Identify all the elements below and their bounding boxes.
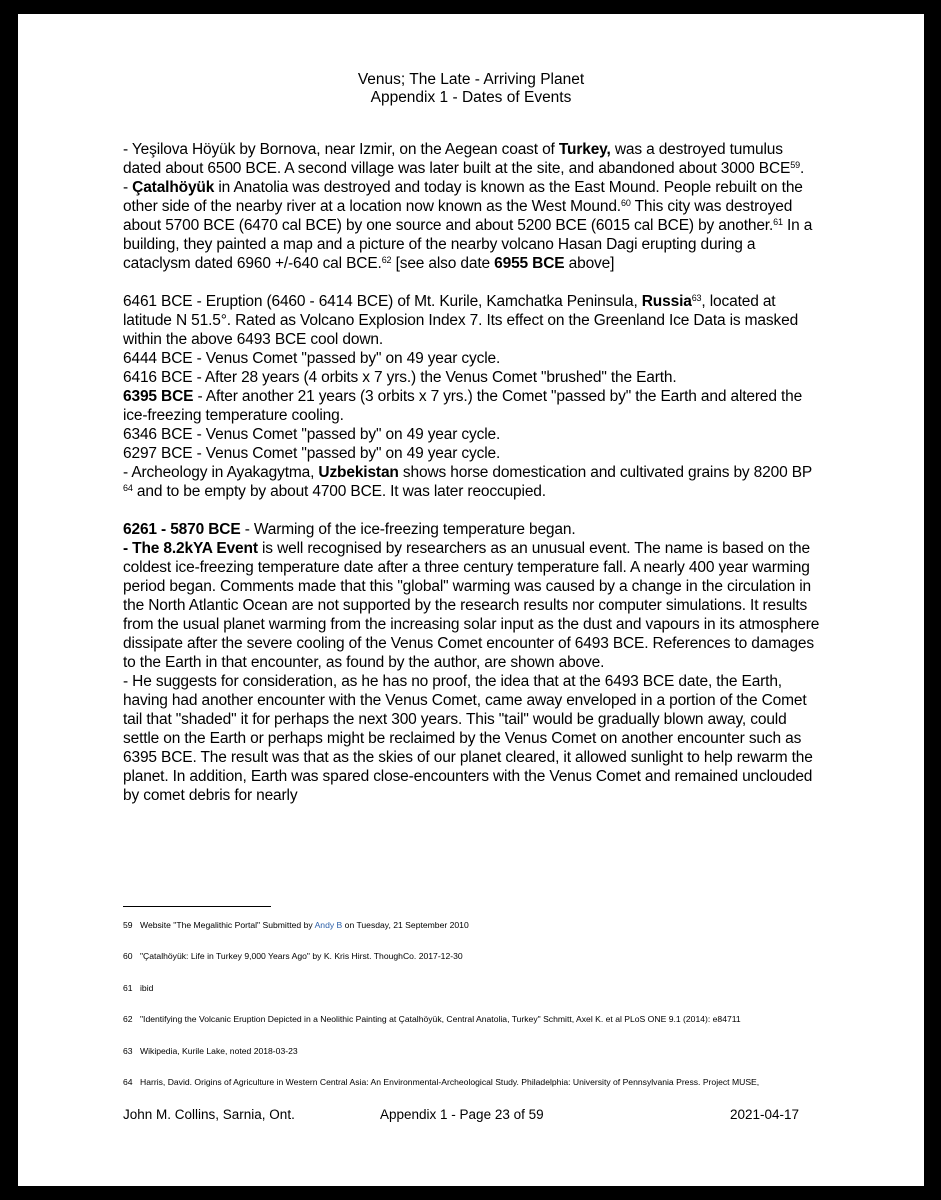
footnote-ref: 64: [123, 483, 133, 493]
footnote-ref: 60: [620, 198, 631, 208]
footer-date: 2021-04-17: [730, 1107, 800, 1122]
document-subtitle: Appendix 1 - Dates of Events: [370, 89, 572, 106]
footnote-divider: [123, 906, 271, 907]
document-page: [18, 14, 924, 1186]
paragraph: - He suggests for consideration, as he has no proof, the idea that at the 6493 BCE date, the Earth, having had another encounter with the Venus Comet, came away enveloped in a portion of the Comet tail that "shaded" it for perhaps the next 300 years. This "tail" would be gradually blown away, could settle on the Earth or perhaps might be reclaimed by the Venus Comet on another encounter such as 6395 BCE. The result was that as the skies of our planet cleared, it allowed sunlight to help rewarm the planet. In addition, Earth was spared close-encounters with the Venus Comet and remained unclouded by comet debris for nearly: [123, 673, 813, 804]
page-header: [18, 71, 924, 107]
paragraph: 6461 BCE - Eruption (6460 - 6414 BCE) of Mt. Kurile, Kamchatka Peninsula, Russia$^{63}$, located at latitude N 51.5°. Rated as Volcano Explosion Index 7. Its effect on the Greenland Ice Data is masked within the above 6493 BCE cool down.: [123, 293, 799, 348]
body-text: [123, 140, 823, 805]
event-line: 6297 BCE - Venus Comet "passed by" on 49 year cycle.: [123, 445, 501, 462]
footnote-62: 62 "Identifying the Volcanic Eruption Depicted in a Neolithic Painting at Çatalhöyük, Central Anatolia, Turkey" Schmitt, Axel K. et al PLoS ONE 9.1 (2014): e84711: [123, 1014, 741, 1024]
footnote-60: 60 "Çatalhöyük: Life in Turkey 9,000 Years Ago" by K. Kris Hirst. ThoughCo. 2017-12-30: [123, 951, 463, 961]
footnote-59: 59 Website "The Megalithic Portal" Submitted by Andy B on Tuesday, 21 September 2010: [123, 920, 469, 930]
footnote-63: 63 Wikipedia, Kurile Lake, noted 2018-03-23: [123, 1046, 298, 1056]
paragraph: - Çatalhöyük in Anatolia was destroyed and today is known as the East Mound. People rebuilt on the other side of the nearby river at a location now known as the West Mound.$^{60}$ This city was destroyed about 5700 BCE (6470 cal BCE) by one source and about 5200 BCE (6015 cal BCE) by another.$^{61}$ In a building, they painted a map and a picture of the nearby volcano Hasan Dagi erupting during a cataclysm dated 6960 +/-640 cal BCE.$^{62}$ [see also date 6955 BCE above]: [123, 179, 813, 272]
paragraph: - Archeology in Ayakagytma, Uzbekistan shows horse domestication and cultivated grains by 8200 BP $^{64}$ and to be empty by about 4700 BCE. It was later reoccupied.: [123, 464, 812, 500]
footnote-64: 64 Harris, David. Origins of Agriculture in Western Central Asia: An Environmental-Archeological Study. Philadelphia: University of Pennsylvania Press. Project MUSE,: [123, 1077, 760, 1087]
footnote-61: 61 ibid: [123, 983, 154, 993]
paragraph-gap: [123, 273, 823, 292]
event-line: 6416 BCE - After 28 years (4 orbits x 7 yrs.) the Venus Comet "brushed" the Earth.: [123, 369, 677, 386]
footnote-ref: 62: [381, 255, 392, 265]
event-line: 6444 BCE - Venus Comet "passed by" on 49 year cycle.: [123, 350, 501, 367]
paragraph-gap: [123, 501, 823, 520]
footer-page-number: Appendix 1 - Page 23 of 59: [380, 1107, 544, 1122]
paragraph: - The 8.2kYA Event is well recognised by researchers as an unusual event. The name is based on the coldest ice-freezing temperature date after a three century temperature fall. A nearly 400 year warming period began. Comments made that this "global" warming was caused by a change in the circulation in the North Atlantic Ocean are not supported by the research results nor computer simulations. It results from the usual planet warming from the increasing solar input as the dust and vapours in its atmosphere dissipate after the severe cooling of the Venus Comet encounter of 6493 BCE. References to damages to the Earth in that encounter, as found by the author, are shown above.: [123, 540, 820, 671]
footnote-ref: 61: [773, 217, 783, 227]
event-line: 6346 BCE - Venus Comet "passed by" on 49 year cycle.: [123, 426, 501, 443]
event-line: 6395 BCE - After another 21 years (3 orbits x 7 yrs.) the Comet "passed by" the Earth and altered the ice-freezing temperature cooling.: [123, 388, 803, 424]
footnote-ref: 59: [790, 160, 800, 170]
event-line: 6261 - 5870 BCE - Warming of the ice-freezing temperature began.: [123, 521, 576, 538]
footnote-author-link[interactable]: Andy B: [314, 920, 343, 930]
footnote-ref: 63: [691, 293, 702, 303]
footer-author: John M. Collins, Sarnia, Ont.: [123, 1107, 295, 1122]
document-title: Venus; The Late - Arriving Planet: [357, 71, 585, 88]
paragraph: - Yeşilova Höyük by Bornova, near Izmir, on the Aegean coast of Turkey, was a destroyed tumulus dated about 6500 BCE. A second village was later built at the site, and abandoned about 3000 BCE$^{59}$.: [123, 141, 805, 177]
